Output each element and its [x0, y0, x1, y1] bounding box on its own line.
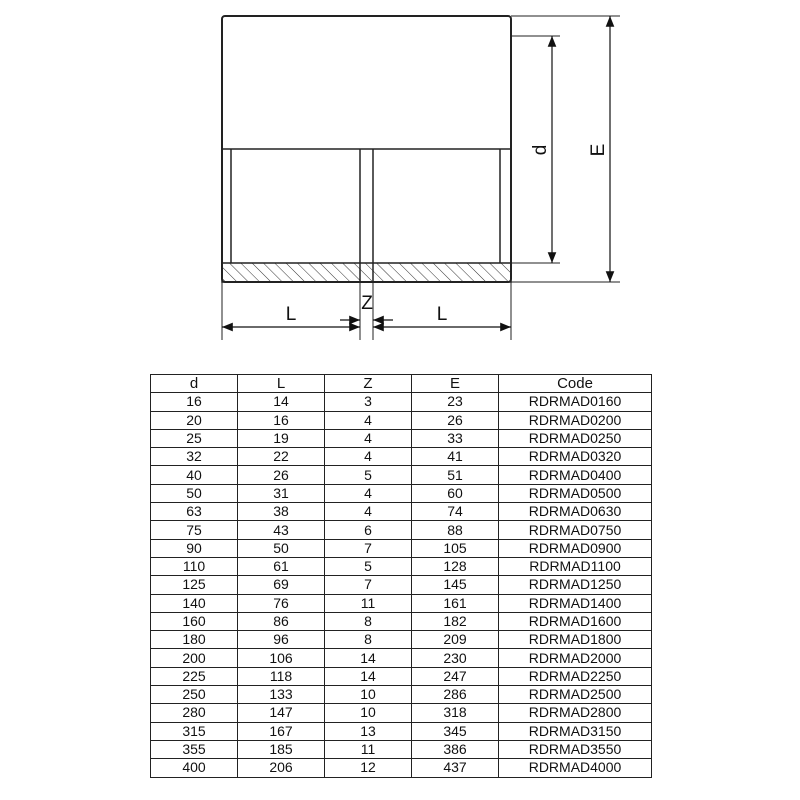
cell-z: 7	[325, 576, 412, 594]
cell-l: 38	[238, 503, 325, 521]
cell-l: 167	[238, 722, 325, 740]
cell-z: 3	[325, 393, 412, 411]
cell-d: 280	[151, 704, 238, 722]
cell-z: 5	[325, 557, 412, 575]
cell-code: RDRMAD1100	[499, 557, 652, 575]
cell-code: RDRMAD3550	[499, 740, 652, 758]
cell-e: 128	[412, 557, 499, 575]
cell-e: 345	[412, 722, 499, 740]
cell-d: 20	[151, 411, 238, 429]
cell-code: RDRMAD2000	[499, 649, 652, 667]
table-row	[151, 466, 652, 484]
cell-e: 145	[412, 576, 499, 594]
cell-l: 43	[238, 521, 325, 539]
cell-l: 147	[238, 704, 325, 722]
cell-e: 60	[412, 484, 499, 502]
header-z: Z	[325, 375, 412, 393]
coupling-drawing	[0, 0, 800, 370]
cell-l: 16	[238, 411, 325, 429]
cell-code: RDRMAD0250	[499, 429, 652, 447]
cell-e: 247	[412, 667, 499, 685]
cell-z: 6	[325, 521, 412, 539]
dimensions-table	[150, 374, 652, 778]
table-row	[151, 484, 652, 502]
table-row	[151, 594, 652, 612]
cell-l: 118	[238, 667, 325, 685]
table-row	[151, 448, 652, 466]
cell-e: 182	[412, 612, 499, 630]
cell-z: 4	[325, 484, 412, 502]
cell-e: 437	[412, 759, 499, 777]
table-row	[151, 667, 652, 685]
cell-e: 23	[412, 393, 499, 411]
cell-code: RDRMAD0630	[499, 503, 652, 521]
table-row	[151, 429, 652, 447]
table-row	[151, 411, 652, 429]
cell-code: RDRMAD0400	[499, 466, 652, 484]
cell-code: RDRMAD4000	[499, 759, 652, 777]
cell-d: 180	[151, 631, 238, 649]
table-header-row	[151, 375, 652, 393]
cell-z: 10	[325, 704, 412, 722]
cell-code: RDRMAD2800	[499, 704, 652, 722]
cell-l: 76	[238, 594, 325, 612]
cell-d: 32	[151, 448, 238, 466]
header-code: Code	[499, 375, 652, 393]
table-row	[151, 722, 652, 740]
cell-code: RDRMAD0750	[499, 521, 652, 539]
cell-z: 8	[325, 612, 412, 630]
cell-l: 133	[238, 686, 325, 704]
cell-d: 200	[151, 649, 238, 667]
cell-d: 140	[151, 594, 238, 612]
header-e: E	[412, 375, 499, 393]
cell-d: 355	[151, 740, 238, 758]
label-l-left: L	[285, 304, 297, 325]
cell-e: 51	[412, 466, 499, 484]
cell-code: RDRMAD3150	[499, 722, 652, 740]
table-row	[151, 393, 652, 411]
table-row	[151, 631, 652, 649]
cell-code: RDRMAD0900	[499, 539, 652, 557]
cell-l: 69	[238, 576, 325, 594]
table-row	[151, 557, 652, 575]
cell-d: 63	[151, 503, 238, 521]
header-l: L	[238, 375, 325, 393]
cell-e: 209	[412, 631, 499, 649]
cell-code: RDRMAD1400	[499, 594, 652, 612]
cell-e: 286	[412, 686, 499, 704]
cell-e: 386	[412, 740, 499, 758]
table-row	[151, 649, 652, 667]
cell-l: 86	[238, 612, 325, 630]
cell-code: RDRMAD0320	[499, 448, 652, 466]
cell-d: 125	[151, 576, 238, 594]
cell-z: 14	[325, 667, 412, 685]
cell-e: 230	[412, 649, 499, 667]
cell-e: 161	[412, 594, 499, 612]
label-l-right: L	[436, 304, 448, 325]
cell-l: 106	[238, 649, 325, 667]
cell-e: 88	[412, 521, 499, 539]
cell-z: 7	[325, 539, 412, 557]
cell-z: 4	[325, 503, 412, 521]
cell-z: 14	[325, 649, 412, 667]
label-d: d	[530, 144, 551, 156]
cell-l: 61	[238, 557, 325, 575]
cell-code: RDRMAD2500	[499, 686, 652, 704]
table-row	[151, 576, 652, 594]
table-row	[151, 503, 652, 521]
table-row	[151, 740, 652, 758]
cell-l: 22	[238, 448, 325, 466]
cell-e: 33	[412, 429, 499, 447]
cell-z: 12	[325, 759, 412, 777]
cell-z: 4	[325, 411, 412, 429]
cell-d: 400	[151, 759, 238, 777]
cell-z: 13	[325, 722, 412, 740]
cell-l: 206	[238, 759, 325, 777]
header-d: d	[151, 375, 238, 393]
cell-e: 74	[412, 503, 499, 521]
cell-code: RDRMAD0200	[499, 411, 652, 429]
cell-code: RDRMAD2250	[499, 667, 652, 685]
cell-code: RDRMAD1800	[499, 631, 652, 649]
cell-z: 10	[325, 686, 412, 704]
cell-z: 11	[325, 594, 412, 612]
cell-d: 25	[151, 429, 238, 447]
cell-z: 5	[325, 466, 412, 484]
cell-l: 26	[238, 466, 325, 484]
cell-l: 185	[238, 740, 325, 758]
table-row	[151, 612, 652, 630]
table-row	[151, 686, 652, 704]
cell-d: 75	[151, 521, 238, 539]
cell-z: 11	[325, 740, 412, 758]
cell-d: 40	[151, 466, 238, 484]
cell-d: 160	[151, 612, 238, 630]
cell-e: 318	[412, 704, 499, 722]
cell-code: RDRMAD0160	[499, 393, 652, 411]
cell-l: 96	[238, 631, 325, 649]
cell-l: 50	[238, 539, 325, 557]
cell-d: 315	[151, 722, 238, 740]
cell-l: 14	[238, 393, 325, 411]
cell-e: 105	[412, 539, 499, 557]
cell-d: 90	[151, 539, 238, 557]
table-row	[151, 521, 652, 539]
hatched-wall	[222, 263, 511, 282]
cell-d: 50	[151, 484, 238, 502]
table-row	[151, 704, 652, 722]
cell-d: 250	[151, 686, 238, 704]
cell-l: 31	[238, 484, 325, 502]
cell-d: 16	[151, 393, 238, 411]
table-row	[151, 539, 652, 557]
cell-z: 8	[325, 631, 412, 649]
cell-code: RDRMAD1250	[499, 576, 652, 594]
cell-e: 26	[412, 411, 499, 429]
cell-code: RDRMAD0500	[499, 484, 652, 502]
cell-e: 41	[412, 448, 499, 466]
cell-d: 225	[151, 667, 238, 685]
cell-l: 19	[238, 429, 325, 447]
cell-d: 110	[151, 557, 238, 575]
table-row	[151, 759, 652, 777]
cell-z: 4	[325, 429, 412, 447]
cell-code: RDRMAD1600	[499, 612, 652, 630]
label-z: Z	[361, 293, 373, 314]
cell-z: 4	[325, 448, 412, 466]
label-e: E	[588, 143, 609, 157]
